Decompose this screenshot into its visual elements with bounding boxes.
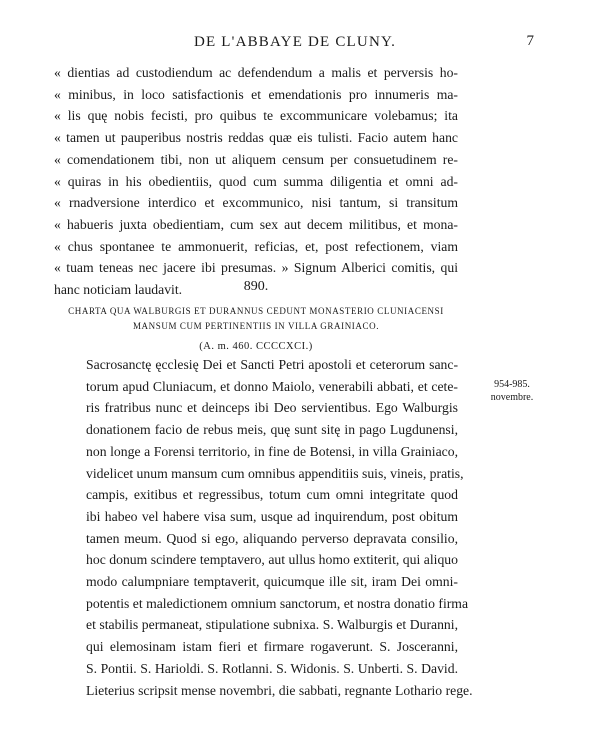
charter-number: 890. [243, 279, 269, 294]
text-line: modo calumpniare temptaverit, quicumque ille sit, iram Dei omni- [86, 574, 458, 590]
text-line: « tamen ut pauperibus nostris reddas quæ eis tulisti. Facio autem hanc [54, 130, 458, 146]
text-line: tamen meum. Quod si ego, aliquando perverso depravata consilio, [86, 530, 458, 546]
text-line: qui elemosinam istam fieri et firmare rogaverunt. S. Josceranni, [86, 639, 458, 655]
previous-charter-text [54, 62, 458, 301]
margin-date [472, 378, 552, 404]
running-head [50, 34, 540, 54]
margin-date-month: novembre. [490, 392, 534, 403]
text-line: « habueris juxta obedientiam, cum sex aut decem militibus, et mona- [54, 216, 458, 232]
text-line: « minibus, in loco satisfactionis et emendationis pro innumeris ma- [54, 86, 458, 102]
text-line: Lieterius scripsit mense novembri, die sabbati, regnante Lothario rege. [86, 682, 473, 698]
running-title: DE L'ABBAYE DE CLUNY. [193, 34, 397, 50]
charter-date-note: (A. m. 460. CCCCXCI.) [199, 341, 313, 352]
text-line: « quiras in his obedientiis, quod cum summa diligentia et omni ad- [54, 173, 458, 189]
text-line: donationem facio de rebus meis, quę sunt sitę in pago Lugdunensi, [86, 422, 458, 438]
charter-title-line: CHARTA QUA WALBURGIS ET DURANNUS CEDUNT MONASTERIO CLUNIACENSI [68, 306, 444, 316]
text-line: « rnadversione interdico et excommunico, nisi tantum, si transitum [54, 195, 458, 211]
text-line: ibi habeo vel habere visa sum, usque ad inquirendum, post obitum [86, 508, 458, 524]
text-line: hoc donum scindere temptavero, aut ullus homo extiterit, qui aliquo [86, 552, 458, 568]
page-number: 7 [526, 33, 534, 49]
charter-text [86, 354, 473, 701]
charter-title-line: MANSUM CUM PERTINENTIIS IN VILLA GRAINIACO. [132, 321, 380, 331]
text-line: « chus spontanee te ammonuerit, reficias, et, post refectionem, viam [54, 238, 458, 254]
text-line: campis, exitibus et regressibus, totum cum omni integritate quod [86, 487, 458, 503]
text-line: « comendationem tibi, non ut aliquem censum per consuetudinem re- [54, 151, 458, 167]
text-line: hanc noticiam laudavit. [54, 282, 183, 298]
text-line: ris fratribus nunc et deinceps ibi Deo servientibus. Ego Walburgis [86, 400, 458, 416]
text-line: et stabilis permaneat, stipulatione subnixa. S. Walburgis et Duranni, [86, 617, 458, 633]
charter-title [62, 304, 450, 334]
text-line: non longe a Forensi territorio, in fine de Botensi, in villa Grainiaco, [86, 443, 458, 459]
text-line: videlicet unum mansum cum omnibus appenditiis suis, vineis, pratis, [86, 465, 464, 481]
text-line: potentis et maledictionem omnium sanctorum, et nostra donatio firma [86, 595, 469, 611]
text-line: « dientias ad custodiendum ac defendendum a malis et perversis ho- [54, 65, 458, 80]
text-line: « lis quę nobis fecisti, pro quibus te excommunicare volebamus; ita [54, 108, 458, 124]
text-line: « tuam teneas nec jacere ibi presumas. » Signum Alberici comitis, qui [54, 260, 458, 276]
text-line: torum apud Cluniacum, et donno Maiolo, venerabili abbati, et cete- [86, 378, 458, 394]
margin-date-years: 954-985. [494, 379, 530, 390]
text-line: S. Pontii. S. Harioldi. S. Rotlanni. S. Widonis. S. Unberti. S. David. [86, 660, 458, 676]
text-line: Sacrosanctę ęcclesię Dei et Sancti Petri apostoli et ceterorum sanc- [86, 357, 458, 372]
